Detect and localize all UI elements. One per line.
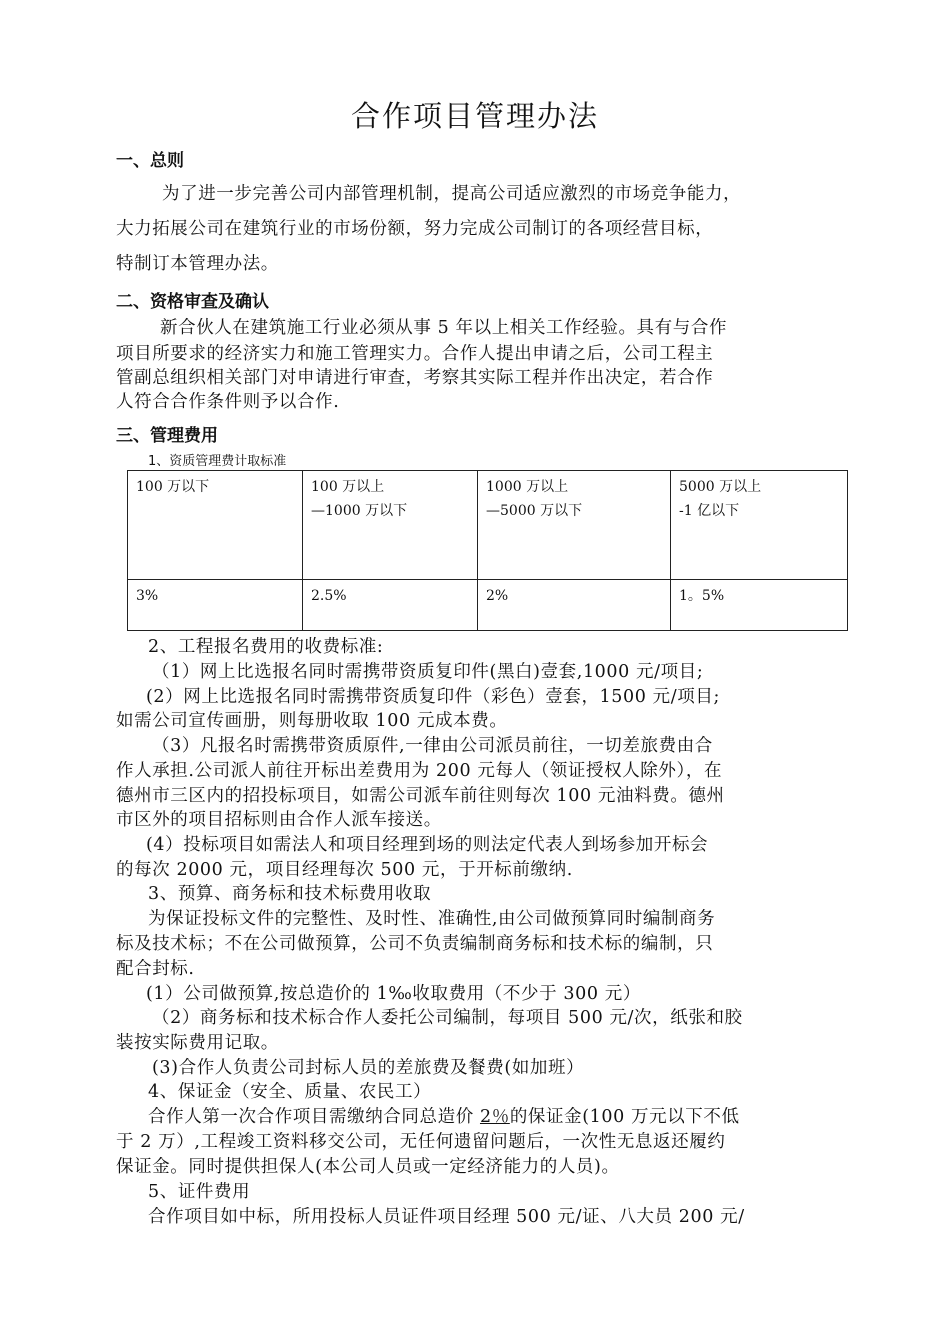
paragraph-line: 合作项目如中标，所用投标人员证件项目经理 500 元/证、八大员 200 元/ [148,1207,745,1227]
paragraph-line: 配合封标. [116,959,195,979]
cell-line: -1 亿以下 [679,503,740,519]
paragraph-line: 装按实际费用记取。 [116,1033,279,1053]
table-row [128,580,848,631]
paragraph-line: 于 2 万）,工程竣工资料移交公司，无任何遗留问题后，一次性无息返还履约 [116,1132,726,1152]
paragraph-line: 3、预算、商务标和技术标费用收取 [148,884,432,904]
fee-rate-table [127,470,848,631]
deposit-rate: 2％ [479,1107,510,1127]
paragraph-line: 为了进一步完善公司内部管理机制，提高公司适应激烈的市场竞争能力， [162,184,742,204]
paragraph-line: 人符合合作条件则予以合作. [116,392,340,412]
table-cell: 2% [478,580,671,631]
paragraph-line: 作人承担.公司派人前往开标出差费用为 200 元每人（领证授权人除外），在 [116,761,723,781]
paragraph-line: 保证金。同时提供担保人(本公司人员或一定经济能力的人员)。 [116,1157,620,1177]
section-heading-general: 一、总则 [116,151,184,171]
table-header-cell [671,471,848,580]
page-title: 合作项目管理办法 [350,99,599,133]
table-cell: 1。5% [671,580,848,631]
cell-line: 5000 万以上 [679,479,762,495]
paragraph-line: (4）投标项目如需法人和项目经理到场的则法定代表人到场参加开标会 [146,835,709,855]
paragraph-line: 的每次 2000 元，项目经理每次 500 元，于开标前缴纳. [116,860,573,880]
table-row [128,471,848,580]
paragraph-line: 为保证投标文件的完整性、及时性、准确性,由公司做预算同时编制商务 [148,909,716,929]
paragraph-line: 特制订本管理办法。 [116,254,279,274]
paragraph-line: (2）网上比选报名同时需携带资质复印件（彩色）壹套，1500 元/项目; [146,687,720,707]
table-cell: 3% [128,580,303,631]
cell-line: 100 万以上 [311,479,385,495]
cell-line: —5000 万以下 [486,503,583,519]
paragraph-line: (1）公司做预算,按总造价的 1‰收取费用（不少于 300 元） [146,984,641,1004]
paragraph-line: 大力拓展公司在建筑行业的市场份额，努力完成公司制订的各项经营目标， [116,219,714,239]
paragraph-line: 市区外的项目招标则由合作人派车接送。 [116,810,442,830]
table-cell: 2.5% [303,580,478,631]
paragraph-line: 标及技术标；不在公司做预算，公司不负责编制商务标和技术标的编制，只 [116,934,714,954]
deposit-text: 合作人第一次合作项目需缴纳合同总造价 [148,1107,480,1127]
table-header-cell [303,471,478,580]
paragraph-line: 4、保证金（安全、质量、农民工） [148,1082,432,1102]
paragraph-line: 2、工程报名费用的收费标准: [148,637,384,657]
paragraph-line: 管副总组织相关部门对申请进行审查，考察其实际工程并作出决定，若合作 [116,368,714,388]
paragraph-line: 新合伙人在建筑施工行业必须从事 5 年以上相关工作经验。具有与合作 [160,318,728,338]
paragraph-line: 项目所要求的经济实力和施工管理实力。合作人提出申请之后，公司工程主 [116,344,714,364]
table-caption: 1、资质管理费计取标准 [148,454,287,469]
paragraph-line: 如需公司宣传画册，则每册收取 100 元成本费。 [116,711,508,731]
section-heading-fees: 三、管理费用 [116,426,218,446]
paragraph-line: 德州市三区内的招投标项目，如需公司派车前往则每次 100 元油料费。德州 [116,786,725,806]
paragraph-line: （1）网上比选报名同时需携带资质复印件(黑白)壹套,1000 元/项目; [152,662,704,682]
section-heading-qualification: 二、资格审查及确认 [116,292,269,312]
cell-line: —1000 万以下 [311,503,408,519]
deposit-line [148,1103,740,1128]
cell-line: 1000 万以上 [486,479,569,495]
paragraph-line: （2）商务标和技术标合作人委托公司编制，每项目 500 元/次，纸张和胶 [152,1008,743,1028]
table-header-cell [478,471,671,580]
table-header-cell [128,471,303,580]
cell-line: 100 万以下 [136,479,210,495]
paragraph-line: （3）凡报名时需携带资质原件,一律由公司派员前往，一切差旅费由合 [152,736,713,756]
paragraph-line: (3)合作人负责公司封标人员的差旅费及餐费(如加班） [152,1058,585,1078]
paragraph-line: 5、证件费用 [148,1182,251,1202]
deposit-text: 的保证金(100 万元以下不低 [509,1107,740,1127]
